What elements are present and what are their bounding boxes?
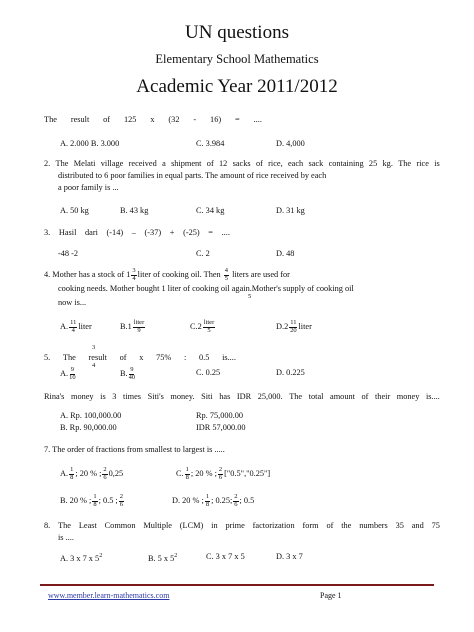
q8-option-c: C. 3 x 7 x 5 [206, 552, 245, 561]
q4-option-a: A. $\frac{11}{4}$ liter [60, 319, 92, 334]
q7-option-d: D. 20 % ; $\frac{1}{8}$ ; 0.25; $\frac{2}{6}$ ; 0.5 [172, 493, 255, 508]
q1-option-c: C. 3.984 [196, 139, 225, 148]
page-subtitle: Elementary School Mathematics [155, 52, 319, 66]
question-4-line-1: 4. Mother has a stock of 1 $\frac{3}{4}$ liter of cooking oil. Then $\frac{4}{5}$ liters are used for [44, 267, 290, 282]
q5-option-a: A. $\frac{9}{10}$ [60, 366, 76, 381]
question-4-line-2: cooking needs. Mother bought 1 liter of cooking oil again.Mother's supply of cooking oil [58, 284, 354, 293]
q3-option-c: C. 2 [196, 249, 210, 258]
q6-option-a: A. Rp. 100,000.00 [60, 411, 122, 420]
q2-option-d: D. 31 kg [276, 206, 305, 215]
question-2-line-1: 2. The Melati village received a shipment of 12 sacks of rice, each sack containing 25 kg. The rice is [44, 159, 440, 168]
question-1: The result of 125 x (32 - 16) = .... [44, 115, 262, 124]
fraction: $\frac{3}{4}$ [132, 267, 136, 282]
question-7: 7. The order of fractions from smallest to largest is ..... [44, 445, 225, 454]
question-4-line-3: now is... [58, 298, 87, 307]
q4-option-b: B.1 $\frac{\text{liter}}{9}$ [120, 319, 145, 334]
footer-link[interactable]: www.member.learn-mathematics.com [48, 591, 170, 600]
q3-option-d: D. 48 [276, 249, 295, 258]
q4-option-d: D.2 $\frac{11}{20}$ liter [276, 319, 312, 334]
page-title: UN questions [185, 22, 289, 43]
q8-option-d: D. 3 x 7 [276, 552, 303, 561]
q6-option-d: IDR 57,000.00 [196, 423, 246, 432]
q5-option-c: C. 0.25 [196, 368, 221, 377]
q7-option-c: C. $\frac{1}{8}$ ; 20 % ; $\frac{2}{6}$ ["0.5","0.25"] [176, 466, 271, 481]
q1-option-d: D. 4,000 [276, 139, 305, 148]
question-8-line-2: is .... [58, 533, 74, 542]
academic-year: Academic Year 2011/2012 [136, 76, 338, 97]
footer-rule [40, 584, 434, 586]
q5-fraction-top: 3 [92, 344, 96, 351]
q8-option-b: B. 5 x $5^2$ [148, 553, 178, 563]
q4-stray-digit: 5 [248, 293, 252, 300]
q5-fraction-bottom: 4 [92, 362, 96, 369]
q2-option-c: C. 34 kg [196, 206, 225, 215]
q7-option-a: A. $\frac{1}{8}$ ; 20 % ; $\frac{2}{6}$ 0,25 [60, 466, 124, 481]
question-6: Rina's money is 3 times Siti's money. Siti has IDR 25,000. The total amount of their money is.... [44, 392, 440, 401]
question-3: 3. Hasil dari (-14) – (-37) + (-25) = .... [44, 228, 230, 237]
question-5: 5. The result of x 75% : 0.5 is.... [44, 353, 236, 362]
fraction: $\frac{4}{5}$ [224, 267, 229, 282]
q8-option-a: A. 3 x 7 x $5^2$ [60, 553, 103, 563]
question-8-line-1: 8. The Least Common Multiple (LCM) in prime factorization form of the numbers 35 and 75 [44, 521, 440, 530]
q1-option-ab: A. 2.000 B. 3.000 [60, 139, 120, 148]
q6-option-c: Rp. 75,000.00 [196, 411, 244, 420]
question-2-line-3: a poor family is ... [58, 183, 119, 192]
q7-option-b: B. 20 % ; $\frac{1}{8}$ ; 0.5 ; $\frac{2}{6}$ [60, 493, 123, 508]
question-2-line-2: distributed to 6 poor families in equal parts. The amount of rice received by each [58, 171, 327, 180]
q2-option-b: B. 43 kg [120, 206, 149, 215]
q4-option-c: C.2 $\frac{\text{liter}}{5}$ [190, 319, 215, 334]
page-number: Page 1 [320, 591, 342, 600]
q3-option-ab: -48 -2 [58, 249, 79, 258]
q2-option-a: A. 50 kg [60, 206, 89, 215]
q6-option-b: B. Rp. 90,000.00 [60, 423, 117, 432]
q5-option-b: B. $\frac{9}{40}$ [120, 366, 136, 381]
q5-option-d: D. 0.225 [276, 368, 305, 377]
